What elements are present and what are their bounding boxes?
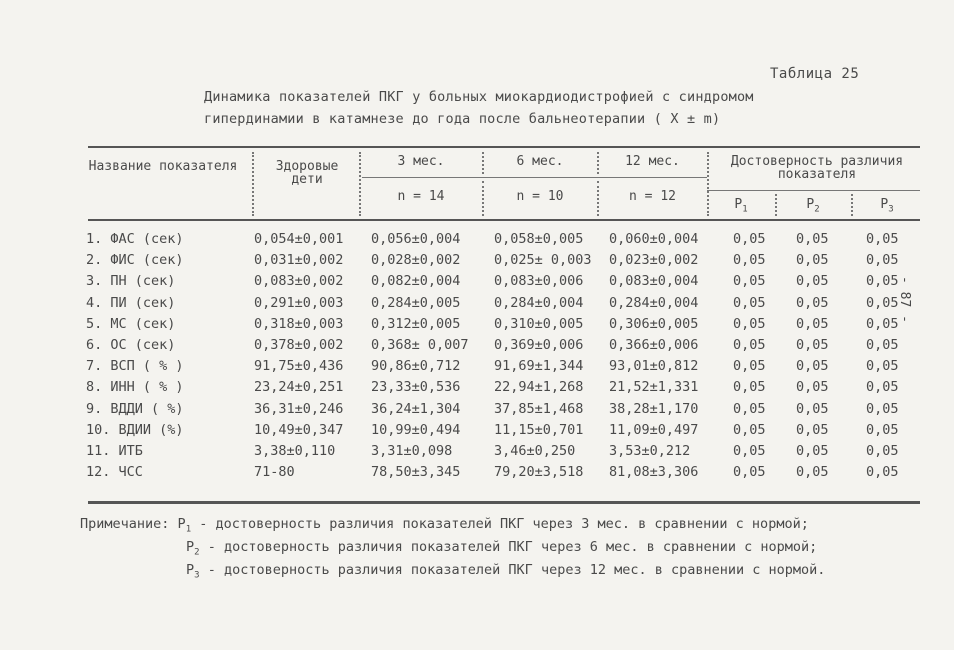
cell-6-months: 79,20±3,518 [494,464,584,481]
header-n-6-months: n = 10 [516,189,564,204]
table-row [0,316,954,338]
cell-12-months: 93,01±0,812 [609,358,699,375]
header-n-3-months: n = 14 [397,189,445,204]
cell-3-months: 23,33±0,536 [371,379,461,396]
cell-p3: 0,05 [866,443,899,459]
cell-p3: 0,05 [866,464,899,481]
header-healthy: Здоровые дети [275,159,339,187]
cell-p2: 0,05 [796,421,829,438]
cell-3-months: 0,284±0,005 [371,294,461,311]
cell-3-months: 78,50±3,345 [371,464,461,481]
cell-12-months: 3,53±0,212 [609,443,691,459]
cell-p1: 0,05 [733,379,766,396]
cell-3-months: 0,368± 0,007 [371,337,469,353]
cell-6-months: 0,310±0,005 [494,315,584,332]
cell-12-months: 38,28±1,170 [609,400,699,417]
cell-12-months: 0,366±0,006 [609,337,699,353]
cell-12-months: 21,52±1,331 [609,379,699,396]
title-line-2: гипердинамии в катамнезе до года после бальнеотерапии ( X ± m) [204,111,721,127]
cell-6-months: 3,46±0,250 [494,443,576,459]
cell-healthy: 0,083±0,002 [254,273,344,290]
row-name: 8. ИНН ( % ) [86,379,184,396]
table-row [0,401,954,423]
cell-12-months: 0,284±0,004 [609,294,699,311]
cell-p3: 0,05 [866,379,899,396]
cell-p2: 0,05 [796,294,829,311]
header-6-months: 6 мес. [516,154,564,169]
cell-p1: 0,05 [733,358,766,375]
table-row [0,231,954,253]
header-separator [359,152,361,216]
cell-p2: 0,05 [796,231,829,247]
cell-3-months: 3,31±0,098 [371,443,453,459]
cell-3-months: 90,86±0,712 [371,358,461,375]
cell-6-months: 0,083±0,006 [494,273,584,290]
cell-p3: 0,05 [866,337,899,353]
table-row [0,464,954,486]
cell-healthy: 0,318±0,003 [254,315,344,332]
cell-p1: 0,05 [733,252,766,269]
cell-p2: 0,05 [796,337,829,353]
note-line-2: $P_2$ - достоверность различия показателей ПКГ через 6 мес. в сравнении с нормой; [186,539,818,558]
header-3-months: 3 мес. [397,154,445,169]
cell-healthy: 10,49±0,347 [254,421,344,438]
cell-healthy: 3,38±0,110 [254,443,336,459]
cell-p1: 0,05 [733,231,766,247]
cell-healthy: 0,291±0,003 [254,294,344,311]
cell-p2: 0,05 [796,358,829,375]
row-name: 6. ОС (сек) [86,337,176,353]
row-name: 2. ФИС (сек) [86,252,184,269]
table-top-rule [88,146,920,148]
cell-healthy: 0,378±0,002 [254,337,344,353]
table-title [204,86,754,130]
row-name: 3. ПН (сек) [86,273,176,290]
cell-p2: 0,05 [796,443,829,459]
cell-p3: 0,05 [866,294,899,311]
table-row [0,273,954,295]
cell-12-months: 0,083±0,004 [609,273,699,290]
cell-3-months: 0,056±0,004 [371,231,461,247]
row-name: 4. ПИ (сек) [86,294,176,311]
cell-12-months: 81,08±3,306 [609,464,699,481]
title-line-1: Динамика показателей ПКГ у больных миокардиодистрофией с синдромом [204,89,754,105]
cell-12-months: 0,306±0,005 [609,315,699,332]
cell-healthy: 23,24±0,251 [254,379,344,396]
cell-3-months: 0,082±0,004 [371,273,461,290]
cell-p1: 0,05 [733,464,766,481]
cell-p2: 0,05 [796,315,829,332]
table-row [0,337,954,359]
table-row [0,379,954,401]
row-name: 11. ИТБ [86,443,143,459]
reliability-header-rule [707,190,920,191]
cell-p3: 0,05 [866,231,899,247]
cell-p2: 0,05 [796,379,829,396]
table-number: Таблица 25 [770,66,860,82]
row-name: 1. ФАС (сек) [86,231,184,247]
cell-12-months: 11,09±0,497 [609,421,699,438]
row-name: 5. МС (сек) [86,315,176,332]
cell-healthy: 36,31±0,246 [254,400,344,417]
period-header-rule [362,177,707,178]
note-line-1: Примечание: $P_1$ - достоверность различия показателей ПКГ через 3 мес. в сравнении с нормой; [80,516,809,535]
header-reliability: Достоверность различия показателя [730,154,904,182]
cell-p2: 0,05 [796,273,829,290]
header-separator [707,152,709,216]
cell-p1: 0,05 [733,443,766,459]
table-bottom-rule [88,501,920,504]
cell-healthy: 91,75±0,436 [254,358,344,375]
cell-p1: 0,05 [733,315,766,332]
cell-p1: 0,05 [733,400,766,417]
header-p1: $P_1$ [734,197,748,215]
header-indicator: Название показателя [88,159,238,174]
header-p3: $P_3$ [880,197,894,215]
cell-p2: 0,05 [796,400,829,417]
table-row [0,295,954,317]
cell-p1: 0,05 [733,294,766,311]
cell-6-months: 11,15±0,701 [494,421,584,438]
cell-p3: 0,05 [866,273,899,290]
header-n-12-months: n = 12 [629,189,676,204]
header-bottom-rule [88,219,920,221]
cell-3-months: 10,99±0,494 [371,421,461,438]
cell-12-months: 0,060±0,004 [609,231,699,247]
cell-p2: 0,05 [796,252,829,269]
cell-6-months: 22,94±1,268 [494,379,584,396]
cell-p3: 0,05 [866,252,899,269]
header-separator [252,152,254,216]
row-name: 7. ВСП ( % ) [86,358,184,375]
page-number: - 87 - [897,276,912,323]
cell-p1: 0,05 [733,337,766,353]
cell-3-months: 0,312±0,005 [371,315,461,332]
note-line-3: $P_3$ - достоверность различия показателей ПКГ через 12 мес. в сравнении с нормой. [186,562,826,581]
cell-3-months: 0,028±0,002 [371,252,461,269]
header-separator [775,194,777,216]
cell-healthy: 0,054±0,001 [254,231,344,247]
header-separator [597,152,599,174]
cell-p1: 0,05 [733,273,766,290]
cell-p2: 0,05 [796,464,829,481]
table-row [0,358,954,380]
table-row [0,443,954,465]
cell-6-months: 0,058±0,005 [494,231,584,247]
cell-p3: 0,05 [866,400,899,417]
cell-p3: 0,05 [866,315,899,332]
cell-p3: 0,05 [866,421,899,438]
cell-6-months: 91,69±1,344 [494,358,584,375]
cell-p1: 0,05 [733,421,766,438]
cell-6-months: 0,369±0,006 [494,337,584,353]
cell-6-months: 37,85±1,468 [494,400,584,417]
table-row [0,252,954,274]
header-12-months: 12 мес. [625,154,680,169]
row-name: 9. ВДДИ ( %) [86,400,184,417]
cell-6-months: 0,025± 0,003 [494,252,592,269]
header-separator [851,194,853,216]
header-separator [482,152,484,174]
cell-12-months: 0,023±0,002 [609,252,699,269]
cell-6-months: 0,284±0,004 [494,294,584,311]
row-name: 12. ЧСС [86,464,143,481]
cell-healthy: 0,031±0,002 [254,252,344,269]
cell-p3: 0,05 [866,358,899,375]
header-separator [597,181,599,216]
cell-healthy: 71-80 [254,464,295,481]
cell-3-months: 36,24±1,304 [371,400,461,417]
table-row [0,422,954,444]
row-name: 10. ВДИИ (%) [86,421,184,438]
header-separator [482,181,484,216]
header-p2: $P_2$ [806,197,820,215]
